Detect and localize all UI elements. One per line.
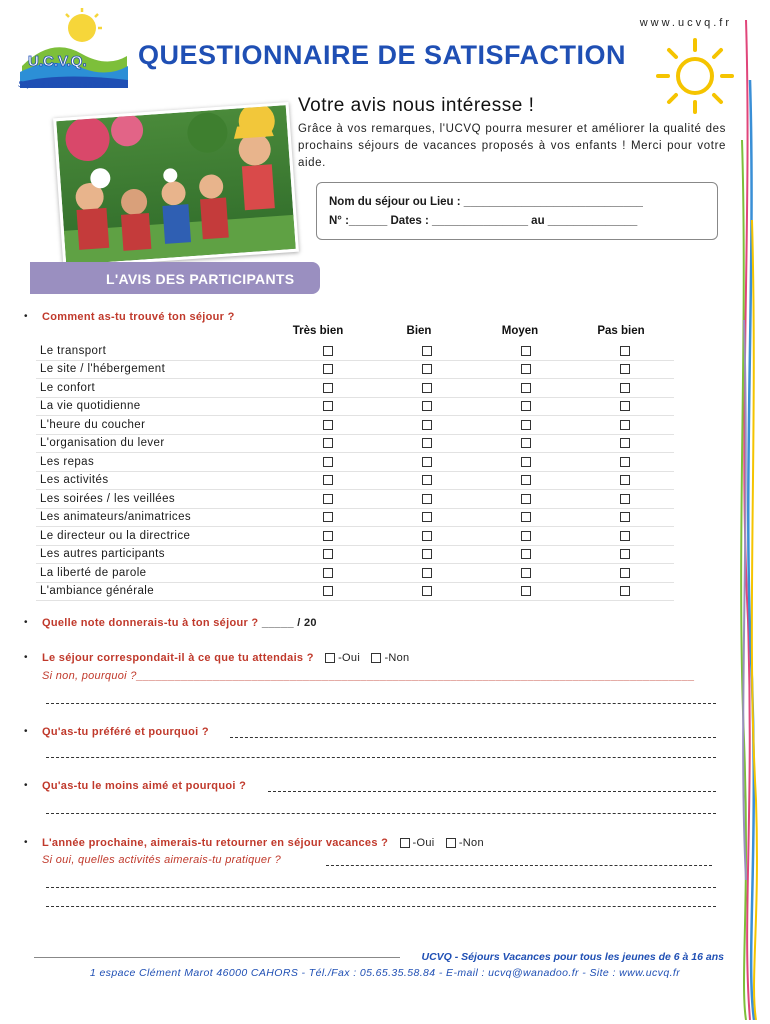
score-question-label: Quelle note donnerais-tu à ton séjour ? [42,617,259,629]
rating-table [36,342,674,601]
footer-tagline: UCVQ - Séjours Vacances pour tous les jeunes de 6 à 16 ans [421,951,724,963]
rating-cell [575,360,674,379]
rating-cell [279,453,378,472]
rating-checkbox[interactable] [323,438,333,448]
sun-icon [652,36,738,114]
rating-row-label: Les soirées / les veillées [36,490,279,509]
rating-cell [575,342,674,360]
decorative-ribbon [732,20,762,1020]
expect-yes-label: -Oui [338,652,361,664]
rating-checkbox[interactable] [521,475,531,485]
rating-checkbox[interactable] [323,568,333,578]
rating-row [36,342,674,360]
rating-checkbox[interactable] [620,568,630,578]
rating-checkbox[interactable] [422,475,432,485]
bullet-icon: • [24,311,28,322]
rating-row [36,360,674,379]
rating-checkbox[interactable] [521,346,531,356]
rating-checkbox[interactable] [620,494,630,504]
rating-cell [279,342,378,360]
footer-address: 1 espace Clément Marot 46000 CAHORS - Tél./Fax : 05.65.35.58.84 - E-mail : ucvq@wanadoo.fr - Site : www.ucvq.fr [89,967,681,979]
rating-cell [575,527,674,546]
rating-cell [377,508,476,527]
next-year-yes-checkbox[interactable] [400,838,410,848]
rating-cell [476,490,575,509]
rating-cell [377,416,476,435]
trip-dates-field[interactable]: N° :______ Dates : _______________ au ______________ [329,215,638,227]
preferred-question: Qu'as-tu préféré et pourquoi ? [42,726,209,738]
score-question [42,617,317,629]
rating-cell [476,453,575,472]
expect-question [42,652,409,664]
rating-cell [575,416,674,435]
rating-cell [377,434,476,453]
rating-cell [575,434,674,453]
rating-row [36,582,674,601]
rating-checkbox[interactable] [323,475,333,485]
rating-cell [279,416,378,435]
rating-cell [377,564,476,583]
rating-checkbox[interactable] [422,401,432,411]
rating-checkbox[interactable] [422,420,432,430]
rating-row [36,545,674,564]
col-head-pas-bien: Pas bien [597,325,645,337]
rating-row-label: L'organisation du lever [36,434,279,453]
rating-checkbox[interactable] [323,420,333,430]
intro-text: Grâce à vos remarques, l'UCVQ pourra mesurer et améliorer la qualité des prochains séjours de vacances proposés à vos enfants ! Merci pour votre aide. [298,123,726,169]
rating-row-label: Le transport [36,342,279,360]
answer-line[interactable] [268,791,716,792]
bullet-icon: • [24,780,28,791]
rating-cell [279,582,378,601]
rating-cell [279,379,378,398]
rating-checkbox[interactable] [323,494,333,504]
rating-cell [377,527,476,546]
footer-divider [34,957,400,958]
rating-checkbox[interactable] [422,364,432,374]
expect-question-label: Le séjour correspondait-il à ce que tu attendais ? [42,652,314,664]
rating-cell [476,416,575,435]
rating-row-label: L'ambiance générale [36,582,279,601]
rating-row-label: Les activités [36,471,279,490]
rating-cell [279,360,378,379]
col-head-tres-bien: Très bien [292,325,344,337]
rating-cell [279,434,378,453]
rating-cell [476,508,575,527]
rating-cell [279,545,378,564]
rating-cell [377,342,476,360]
rating-checkbox[interactable] [620,512,630,522]
bullet-icon: • [24,837,28,848]
rating-cell [575,508,674,527]
rating-row [36,508,674,527]
rating-cell [575,582,674,601]
rating-row [36,527,674,546]
rating-checkbox[interactable] [521,457,531,467]
logo-text: U.C.V.Q. [28,53,87,70]
rating-checkbox[interactable] [422,549,432,559]
rating-checkbox[interactable] [323,512,333,522]
trip-info-box[interactable] [316,182,718,240]
rating-row [36,416,674,435]
rating-checkbox[interactable] [323,549,333,559]
rating-cell [575,471,674,490]
rating-row [36,471,674,490]
answer-line[interactable] [46,703,716,704]
rating-checkbox[interactable] [521,568,531,578]
rating-checkbox[interactable] [323,531,333,541]
next-year-no-checkbox[interactable] [446,838,456,848]
rating-checkbox[interactable] [521,364,531,374]
rating-row [36,453,674,472]
website-url: www.ucvq.fr [639,17,732,29]
rating-cell [476,342,575,360]
score-input[interactable]: _____ / 20 [261,617,317,629]
next-year-question [42,837,484,849]
rating-cell [476,471,575,490]
expect-yes-checkbox[interactable] [325,653,335,663]
rating-cell [279,471,378,490]
rating-cell [279,397,378,416]
rating-row-label: Les animateurs/animatrices [36,508,279,527]
rating-cell [279,508,378,527]
rating-checkbox[interactable] [422,512,432,522]
bullet-icon: • [24,652,28,663]
rating-cell [377,379,476,398]
rating-checkbox[interactable] [323,364,333,374]
rating-row [36,490,674,509]
rating-cell [279,564,378,583]
rating-checkbox[interactable] [422,457,432,467]
rating-cell [377,582,476,601]
logo-caption: Séjours vacances enfants [18,80,110,89]
answer-line[interactable] [46,887,716,888]
rating-checkbox[interactable] [422,568,432,578]
rating-row [36,434,674,453]
answer-line[interactable] [230,737,716,738]
rating-cell [476,434,575,453]
expect-no-label: -Non [384,652,410,664]
rating-cell [575,397,674,416]
rating-cell [377,360,476,379]
rating-row-label: Les autres participants [36,545,279,564]
rating-cell [377,471,476,490]
col-head-bien: Bien [406,325,432,337]
rating-cell [279,490,378,509]
rating-checkbox[interactable] [422,586,432,596]
rating-checkbox[interactable] [521,531,531,541]
next-year-no-label: -Non [458,837,484,849]
answer-line[interactable] [46,757,716,758]
trip-name-field[interactable]: Nom du séjour ou Lieu : ____________________________ [329,196,643,208]
rating-row-label: La liberté de parole [36,564,279,583]
rating-checkbox[interactable] [521,383,531,393]
rating-checkbox[interactable] [521,494,531,504]
rating-checkbox[interactable] [620,475,630,485]
rating-checkbox[interactable] [620,457,630,467]
rating-cell [377,545,476,564]
rating-cell [575,453,674,472]
rating-cell [377,397,476,416]
next-year-activities-label: Si oui, quelles activités aimerais-tu pratiquer ? [42,854,282,866]
rating-checkbox[interactable] [422,346,432,356]
section-banner: L'AVIS DES PARTICIPANTS [30,262,320,294]
next-year-yes-label: -Oui [412,837,435,849]
rating-row [36,379,674,398]
page-title: QUESTIONNAIRE DE SATISFACTION [138,40,627,70]
rating-cell [476,527,575,546]
least-liked-question: Qu'as-tu le moins aimé et pourquoi ? [42,780,247,792]
rating-checkbox[interactable] [620,364,630,374]
rating-cell [476,360,575,379]
rating-question: Comment as-tu trouvé ton séjour ? [42,311,235,323]
answer-line[interactable] [46,813,716,814]
rating-cell [377,453,476,472]
rating-checkbox[interactable] [422,383,432,393]
rating-checkbox[interactable] [521,438,531,448]
answer-line[interactable] [46,906,716,907]
rating-cell [575,379,674,398]
intro-title: Votre avis nous intéresse ! [298,95,535,116]
rating-cell [476,379,575,398]
answer-line[interactable] [326,865,712,866]
rating-checkbox[interactable] [620,549,630,559]
rating-checkbox[interactable] [422,494,432,504]
expect-no-checkbox[interactable] [371,653,381,663]
rating-checkbox[interactable] [620,586,630,596]
rating-checkbox[interactable] [422,438,432,448]
rating-row [36,564,674,583]
rating-row-label: La vie quotidienne [36,397,279,416]
rating-checkbox[interactable] [620,420,630,430]
rating-cell [575,564,674,583]
rating-checkbox[interactable] [323,346,333,356]
children-photo [24,100,286,264]
rating-checkbox[interactable] [620,438,630,448]
rating-cell [575,545,674,564]
rating-row-label: Les repas [36,453,279,472]
col-head-moyen: Moyen [501,325,539,337]
bullet-icon: • [24,617,28,628]
rating-checkbox[interactable] [620,383,630,393]
rating-checkbox[interactable] [521,586,531,596]
rating-row-label: Le confort [36,379,279,398]
rating-checkbox[interactable] [620,401,630,411]
next-year-question-label: L'année prochaine, aimerais-tu retourner en séjour vacances ? [42,837,389,849]
rating-cell [476,545,575,564]
rating-checkbox[interactable] [521,420,531,430]
rating-row-label: L'heure du coucher [36,416,279,435]
rating-cell [279,527,378,546]
rating-checkbox[interactable] [620,531,630,541]
rating-cell [476,582,575,601]
rating-checkbox[interactable] [521,401,531,411]
rating-cell [575,490,674,509]
rating-cell [377,490,476,509]
rating-cell [476,397,575,416]
rating-checkbox[interactable] [521,512,531,522]
rating-checkbox[interactable] [323,383,333,393]
rating-row-label: Le site / l'hébergement [36,360,279,379]
rating-checkbox[interactable] [323,457,333,467]
rating-row-label: Le directeur ou la directrice [36,527,279,546]
expect-why-field[interactable]: Si non, pourquoi ?_______________________________________________________________________________________ [42,670,696,682]
rating-checkbox[interactable] [521,549,531,559]
rating-checkbox[interactable] [323,401,333,411]
rating-checkbox[interactable] [323,586,333,596]
bullet-icon: • [24,726,28,737]
rating-checkbox[interactable] [422,531,432,541]
rating-row [36,397,674,416]
rating-cell [476,564,575,583]
rating-checkbox[interactable] [620,346,630,356]
